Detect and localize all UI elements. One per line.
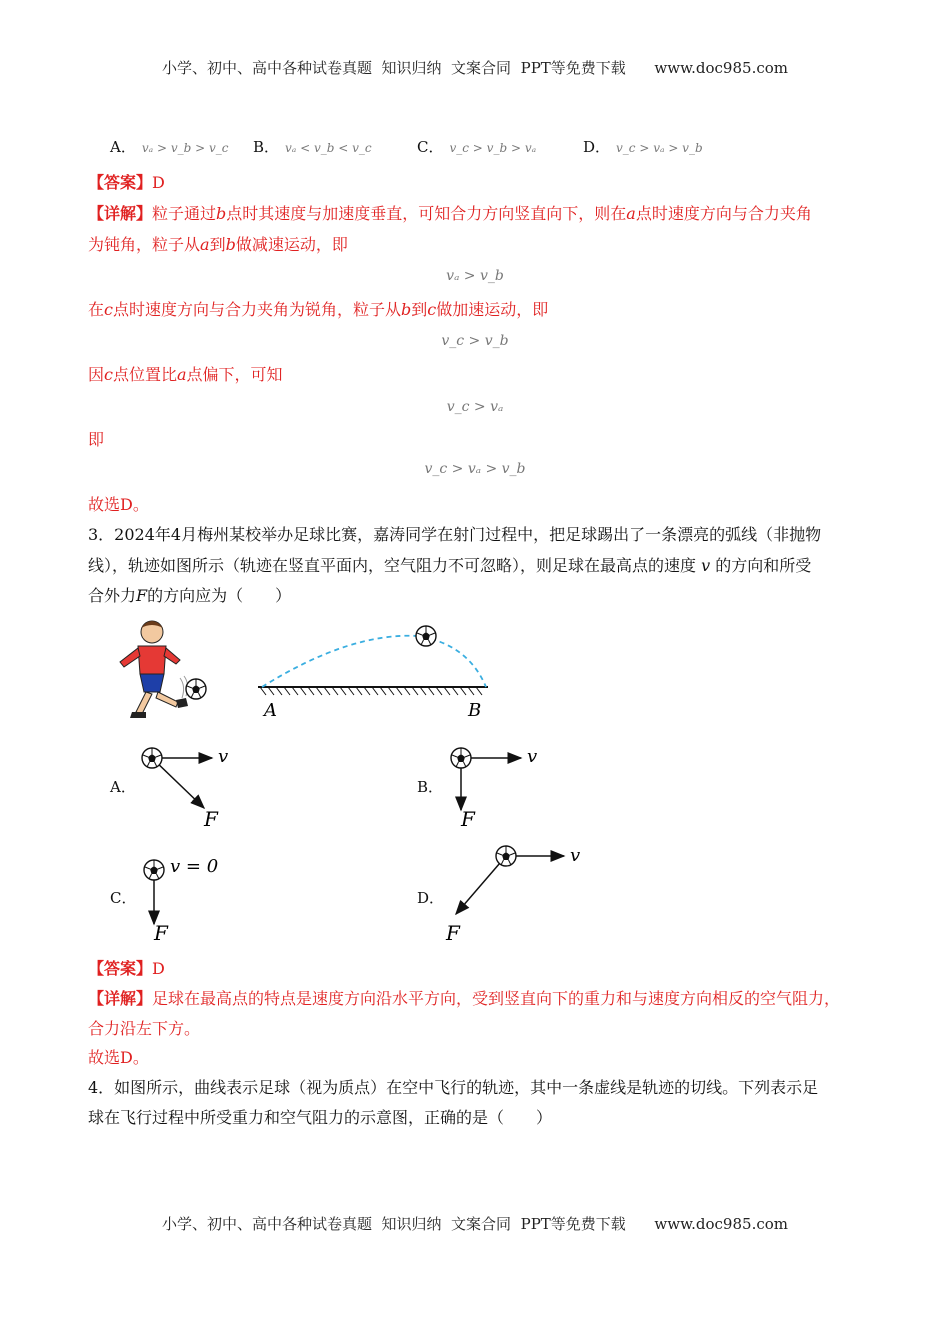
svg-text:F: F xyxy=(154,921,168,945)
page-header: 小学、初中、高中各种试卷真题 知识归纳 文案合同 PPT等免费下载 www.doc985.com xyxy=(161,59,788,77)
q3-conclusion: 故选D。 xyxy=(88,1048,149,1067)
q4-stem-line-1: 4．如图所示，曲线表示足球（视为质点）在空中飞行的轨迹，其中一条虚线是轨迹的切线。下列表示足 xyxy=(88,1078,819,1097)
q3-stem-line-2: 线），轨迹如图所示（轨迹在竖直平面内，空气阻力不可忽略），则足球在最高点的速度 v 的方向和所受 xyxy=(88,556,812,575)
svg-text:v: v xyxy=(527,746,538,767)
q3-figure xyxy=(100,612,520,732)
svg-text:F: F xyxy=(204,807,218,830)
q3-option-b-diagram xyxy=(447,740,557,830)
q2-detail-line-2: 为钝角，粒子从a到b做减速运动，即 xyxy=(88,235,348,254)
q3-option-d-label: D． xyxy=(417,889,445,907)
svg-text:v: v xyxy=(218,746,229,767)
q3-option-c-label: C． xyxy=(110,889,137,907)
q2-option-c: C． v_c > v_b > vₐ xyxy=(417,138,537,156)
ground-hatching xyxy=(260,687,482,695)
q3-option-c-diagram xyxy=(140,850,250,945)
q3-option-b-label: B． xyxy=(417,778,444,796)
soccer-player-illustration xyxy=(120,621,206,718)
q3-stem-line-3: 合外力F的方向应为（ ） xyxy=(88,586,292,605)
q2-detail-line-4: 因c点位置比a点偏下，可知 xyxy=(88,365,283,384)
q2-detail-line-5: 即 xyxy=(88,430,105,449)
point-a-label: A xyxy=(264,700,277,721)
q2-equation-1: vₐ > v_b xyxy=(446,268,504,284)
q3-option-a-label: A． xyxy=(110,778,136,796)
q3-detail-line-1: 【详解】足球在最高点的特点是速度方向沿水平方向，受到竖直向下的重力和与速度方向相反的空气阻力， xyxy=(88,989,841,1008)
q2-option-b: B． vₐ < v_b < v_c xyxy=(253,138,372,156)
q2-answer: 【答案】D xyxy=(88,173,165,192)
q3-answer: 【答案】D xyxy=(88,959,165,978)
svg-text:F: F xyxy=(461,807,475,830)
q2-option-d: D． v_c > vₐ > v_b xyxy=(583,138,703,156)
q2-equation-4: v_c > vₐ > v_b xyxy=(424,461,526,477)
q2-detail-line-3: 在c点时速度方向与合力夹角为锐角，粒子从b到c做加速运动，即 xyxy=(88,300,549,319)
q3-stem-line-1: 3．2024年4月梅州某校举办足球比赛，嘉涛同学在射门过程中，把足球踢出了一条漂亮的弧线（非抛物 xyxy=(88,525,822,544)
q3-detail-line-2: 合力沿左下方。 xyxy=(88,1019,201,1038)
q2-detail-line-1: 【详解】粒子通过b点时其速度与加速度垂直，可知合力方向竖直向下，则在a点时速度方向与合力夹角 xyxy=(88,204,812,223)
q2-equation-3: v_c > vₐ xyxy=(446,399,504,415)
q4-stem-line-2: 球在飞行过程中所受重力和空气阻力的示意图，正确的是（ ） xyxy=(88,1108,553,1127)
svg-text:v = 0: v = 0 xyxy=(170,856,219,877)
soccer-ball-icon xyxy=(416,626,436,646)
svg-text:v: v xyxy=(570,845,581,866)
q2-option-a: A． vₐ > v_b > v_c xyxy=(110,138,229,156)
q3-option-d-diagram xyxy=(440,840,590,945)
ball-trajectory xyxy=(262,636,486,687)
q3-option-a-diagram xyxy=(138,740,248,830)
page-footer: 小学、初中、高中各种试卷真题 知识归纳 文案合同 PPT等免费下载 www.doc985.com xyxy=(161,1215,788,1233)
point-b-label: B xyxy=(468,700,482,721)
q2-conclusion: 故选D。 xyxy=(88,495,149,514)
svg-text:F: F xyxy=(446,921,460,945)
q2-equation-2: v_c > v_b xyxy=(441,333,509,349)
